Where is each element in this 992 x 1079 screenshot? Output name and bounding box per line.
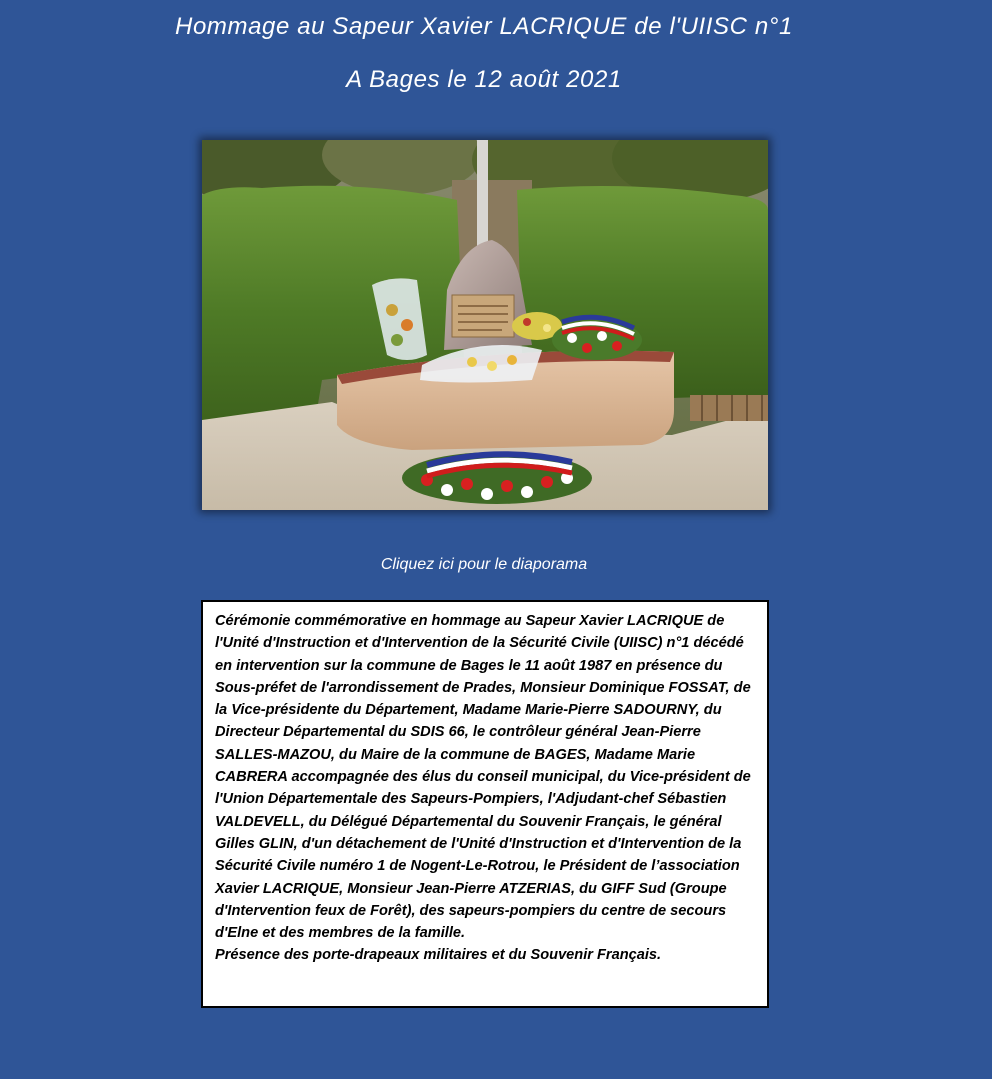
flag-bearers-note: Présence des porte-drapeaux militaires et du Souvenir Français. <box>215 947 662 964</box>
memorial-photo[interactable] <box>202 140 768 510</box>
page-title: Hommage au Sapeur Xavier LACRIQUE de l'UIISC n°1 <box>175 13 793 40</box>
ceremony-description-text: Cérémonie commémorative en hommage au Sapeur Xavier LACRIQUE de l'Unité d'Instruction et d'Intervention de la Sécurité Civile (UIISC) n°1 décédé en intervention sur la commune de Bages le 11 août 1987 en présence du Sous-préfet de l'arrondissement de Prades, Monsieur Dominique FOSSAT, de la Vice-présidente du Département, Madame Marie-Pierre SADOURNY, du Directeur Départemental du SDIS 66, le contrôleur général Jean-Pierre SALLES-MAZOU, du Maire de la commune de BAGES, Madame Marie CABRERA accompagnée des élus du conseil municipal, du Vice-président de l'Union Départementale des Sapeurs-Pompiers, l'Adjudant-chef Sébastien VALDEVELL, du Délégué Départemental du Souvenir Français, le général Gilles GLIN, d'un détachement de l'Unité d'Instruction et d'Intervention de la Sécurité Civile numéro 1 de Nogent-Le-Rotrou, le Président de l’association Xavier LACRIQUE, Monsieur Jean-Pierre ATZERIAS, du GIFF Sud (Groupe d'Intervention feux de Forêt), des sapeurs-pompiers du centre de secours d'Elne et des membres de la famille. <box>215 613 751 942</box>
wooden-edging <box>690 395 768 421</box>
slideshow-link[interactable]: Cliquez ici pour le diaporama <box>380 556 588 573</box>
page-subtitle-date: A Bages le 12 août 2021 <box>346 66 622 93</box>
tricolor-wreath <box>402 452 592 504</box>
ceremony-description-box <box>201 600 769 1008</box>
memorial-photo-image <box>202 140 768 510</box>
